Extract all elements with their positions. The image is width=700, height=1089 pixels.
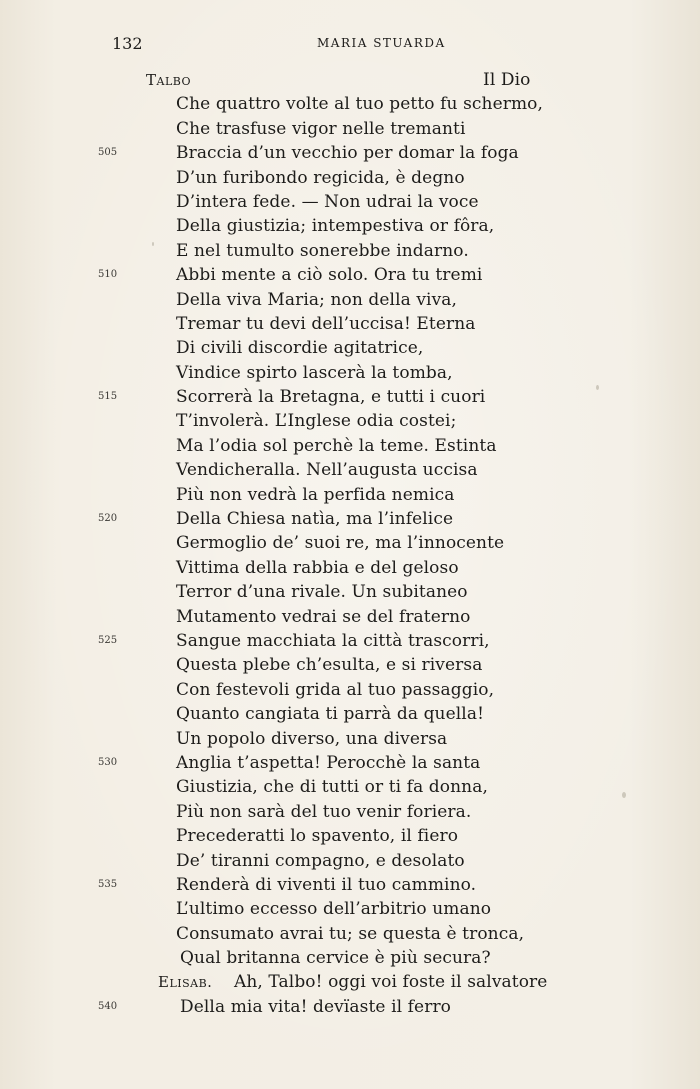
line-number: 535 [98, 878, 118, 890]
verse-line [0, 751, 700, 775]
verse-line [0, 702, 700, 726]
verse-text: Renderà di viventi il tuo cammino. [176, 874, 477, 895]
verse-line [0, 288, 700, 312]
verse-text: Vendicheralla. Nell’augusta uccisa [176, 460, 478, 481]
verse-text: D’un furibondo regicida, è degno [176, 167, 465, 188]
verse-line [0, 458, 700, 482]
verse-line [0, 946, 700, 970]
verse-line [0, 556, 700, 580]
verse-line [0, 849, 700, 873]
line-number: 520 [98, 513, 118, 525]
verse-text: L’ultimo eccesso dell’arbitrio umano [176, 899, 492, 920]
verse-line [0, 507, 700, 531]
verse-text: Ma l’odia sol perchè la teme. Estinta [176, 435, 497, 456]
verse-text: Tremar tu devi dell’uccisa! Eterna [176, 313, 476, 334]
verse-text: Con festevoli grida al tuo passaggio, [176, 679, 495, 700]
verse-line [0, 68, 700, 92]
verse-line [0, 531, 700, 555]
verse-text: Della mia vita! devïaste il ferro [180, 996, 451, 1017]
verse-text: Più non vedrà la perfida nemica [176, 484, 455, 505]
paper-speck [622, 792, 626, 798]
verse-line [0, 92, 700, 116]
verse-text: Della giustizia; intempestiva or fôra, [176, 216, 495, 237]
speaker-name: Talbo [146, 71, 192, 89]
running-title: MARIA STUARDA [317, 36, 446, 50]
verse-line [0, 775, 700, 799]
verse-text: Abbi mente a ciò solo. Ora tu tremi [176, 265, 483, 286]
verse-text: De’ tiranni compagno, e desolato [176, 850, 465, 871]
verse-text: T’involerà. L’Inglese odia costei; [176, 411, 457, 432]
verse-line [0, 922, 700, 946]
verse-line [0, 970, 700, 994]
verse-text: Mutamento vedrai se del fraterno [176, 606, 471, 627]
verse-text: Vittima della rabbia e del geloso [176, 557, 459, 578]
verse-text: Germoglio de’ suoi re, ma l’innocente [176, 533, 505, 554]
verse-line [0, 117, 700, 141]
verse-text: Scorrerà la Bretagna, e tutti i cuori [176, 387, 486, 408]
verse-line [0, 995, 700, 1019]
running-head [112, 34, 632, 54]
verse-text: Qual britanna cervice è più secura? [180, 948, 491, 969]
verse-text: Il Dio [483, 70, 531, 90]
verse-line [0, 214, 700, 238]
verse-line [0, 141, 700, 165]
verse-text: Della Chiesa natìa, ma l’infelice [176, 509, 454, 530]
line-number: 530 [98, 756, 118, 768]
verse-line [0, 409, 700, 433]
verse-line [0, 434, 700, 458]
verse-text: Di civili discordie agitatrice, [176, 338, 424, 359]
verse-text: Che quattro volte al tuo petto fu schermo, [176, 94, 544, 115]
verse-text: Anglia t’aspetta! Perocchè la santa [176, 752, 481, 773]
verse-line [0, 166, 700, 190]
verse-line [0, 873, 700, 897]
verse-text: Terror d’una rivale. Un subitaneo [176, 582, 468, 603]
line-number: 510 [98, 269, 118, 281]
verse-text: Consumato avrai tu; se questa è tronca, [176, 923, 525, 944]
verse-text: Vindice spirto lascerà la tomba, [176, 362, 453, 383]
speaker-name: Elisab. [158, 973, 213, 992]
verse-text: Quanto cangiata ti parrà da quella! [176, 704, 485, 725]
verse-line [0, 361, 700, 385]
verse-text: Ah, Talbo! oggi voi foste il salvatore [234, 972, 548, 993]
verse-text: Giustizia, che di tutti or ti fa donna, [176, 777, 488, 798]
verse-line [0, 653, 700, 677]
line-number: 505 [98, 147, 118, 159]
line-number: 525 [98, 634, 118, 646]
verse-text: Un popolo diverso, una diversa [176, 728, 448, 749]
verse-line [0, 483, 700, 507]
verse-line [0, 605, 700, 629]
verse-line [0, 824, 700, 848]
verse-text: Più non sarà del tuo venir foriera. [176, 801, 472, 822]
verse-text: D’intera fede. — Non udrai la voce [176, 191, 479, 212]
verse-line [0, 263, 700, 287]
verse-text: Questa plebe ch’esulta, e si riversa [176, 655, 483, 676]
line-number: 540 [98, 1000, 118, 1012]
page-number: 132 [112, 34, 143, 53]
paper-speck [596, 385, 599, 390]
verse-line [0, 580, 700, 604]
verse-text: E nel tumulto sonerebbe indarno. [176, 240, 469, 261]
verse-line [0, 629, 700, 653]
verse-line [0, 678, 700, 702]
line-number: 515 [98, 391, 118, 403]
verse-line [0, 312, 700, 336]
verse-text: Della viva Maria; non della viva, [176, 289, 458, 310]
verse-line [0, 897, 700, 921]
verse-text: Braccia d’un vecchio per domar la foga [176, 143, 519, 164]
verse-line [0, 800, 700, 824]
verse-text: Sangue macchiata la città trascorri, [176, 630, 490, 651]
verse-text: Precederatti lo spavento, il fiero [176, 826, 459, 847]
verse-block [0, 68, 700, 1019]
verse-line [0, 239, 700, 263]
verse-line [0, 727, 700, 751]
verse-line [0, 336, 700, 360]
verse-line [0, 385, 700, 409]
verse-line [0, 190, 700, 214]
verse-text: Che trasfuse vigor nelle tremanti [176, 118, 466, 139]
paper-speck [152, 242, 154, 246]
